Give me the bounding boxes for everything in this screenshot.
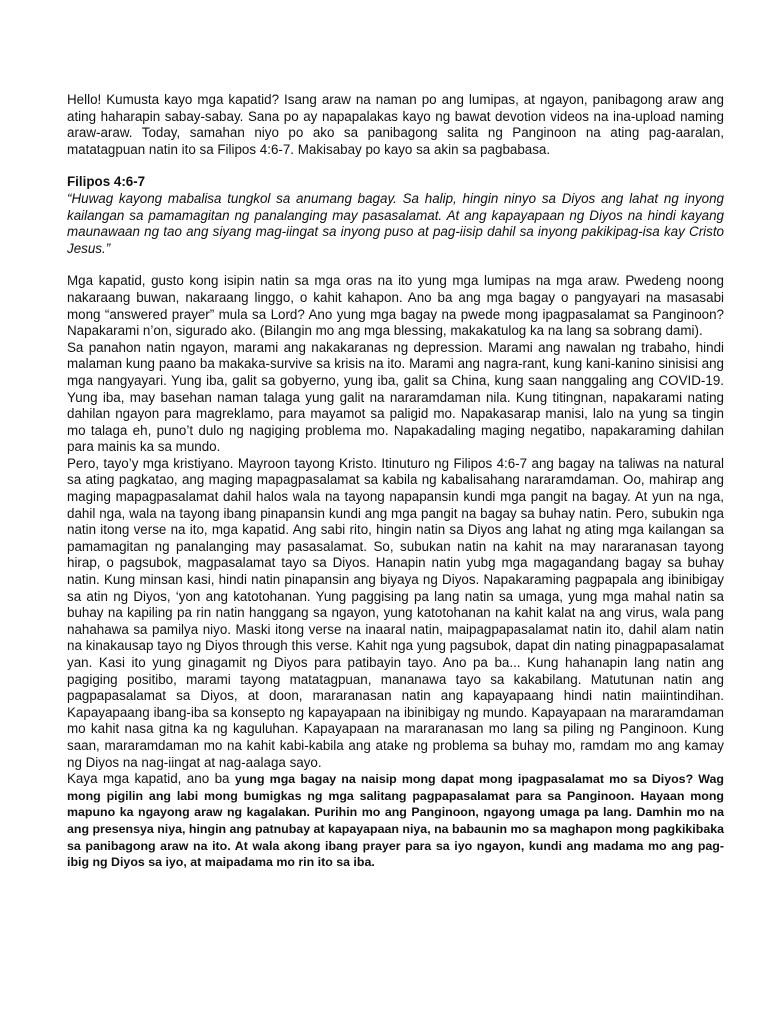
spacer xyxy=(67,158,724,174)
closing-bold-text: yung mga bagay na naisip mong dapat mong ipagpasalamat mo sa Diyos? Wag mong pigilin ang labi mong bumigkas ng mga salitang pagpapasalamat para sa Panginoon. Hayaan mong mapuno ka ngayong araw ng kagalakan. Purihin mo ang Panginoon, ngayong umaga pa lang. Damhin mo na ang presensya niya, hingin ang patnubay at kapayapaan niya, na babaunin mo sa maghapon mong pagkikibaka sa panibagong araw na ito. At wala akong ibang prayer para sa iyo ngayon, kundi ang madama mo ang pag-ibig ng Diyos sa iyo, at maipadama mo rin ito sa iba. xyxy=(67,772,724,870)
body-paragraph-1: Mga kapatid, gusto kong isipin natin sa mga oras na ito yung mga lumipas na mga araw. Pwedeng noong nakaraang buwan, nakaraang linggo, o kahit kahapon. Ano ba ang mga bagay o pangyayari na masasabi mong “answered prayer” mula sa Lord? Ano yung mga bagay na pwede mong ipagpasalamat sa Panginoon? Napakarami n’on, sigurado ako. (Bilangin mo ang mga blessing, makakatulog ka na lang sa sobrang dami). xyxy=(67,273,724,339)
intro-paragraph: Hello! Kumusta kayo mga kapatid? Isang araw na naman po ang lumipas, at ngayon, panibagong araw ang ating haharapin sabay-sabay. Sana po ay napapalakas kayo ng bawat devotion videos na ina-upload naming araw-araw. Today, samahan niyo po ako sa panibagong salita ng Panginoon na ating pag-aaralan, matatagpuan natin ito sa Filipos 4:6-7. Makisabay po kayo sa akin sa pagbabasa. xyxy=(67,92,724,157)
verse-reference: Filipos 4:6-7 xyxy=(67,174,146,190)
spacer xyxy=(67,257,724,273)
body-paragraph-3: Pero, tayo’y mga kristiyano. Mayroon tayong Kristo. Itinuturo ng Filipos 4:6-7 ang bagay na taliwas na natural sa ating pagkatao, ang maging mapagpasalamat sa kabila ng kabalisahang nararamdaman. Oo, mahirap ang maging mapagpasalamat dahil halos wala na tayong napapansin kundi mga pangit na bagay. At yun na nga, dahil nga, wala na tayong ibang pinapansin kundi ang mga pangit na bagay sa buhay natin. Pero, subukin nga natin itong verse na ito, mga kapatid. Ang sabi rito, hingin natin sa Diyos ang lahat ng ating mga kailangan sa pamamagitan ng panalanging may pasasalamat. So, subukan natin na kahit na may nararanasan tayong hirap, o pagsubok, magpasalamat tayo sa Diyos. Hanapin natin yubg mga magagandang bagay sa buhay natin. Kung minsan kasi, hindi natin pinapansin ang biyaya ng Diyos. Napakaraming pagpapala ang ibinibigay sa atin ng Diyos, ‘yon ang katotohanan. Yung paggising pa lang natin sa umaga, yung mga mahal natin sa buhay na kapiling pa rin natin hanggang sa ngayon, yung katotohanan na kahit kalat na ang virus, wala pang nahahawa sa pamilya niyo. Maski itong verse na inaaral natin, maipagpapasalamat natin ito, dahil alam natin na kinakausap tayo ng Diyos through this verse. Kahit nga yung pagsubok, dapat din nating pinagpapasalamat yan. Kasi ito yung ginagamit ng Diyos para patibayin tayo. Ano pa ba... Kung hahanapin lang natin ang pagiging positibo, marami tayong matatagpuan, mananawa tayo sa kakabilang. Matutunan natin ang pagpapasalamat sa Diyos, at doon, mararanasan natin ang kapayapaang hindi natin maiintindihan. Kapayapaang ibang-iba sa konsepto ng kapayapaan na ibinibigay ng mundo. Kapayapaan na mararamdaman mo kahit nasa gitna ka ng kaguluhan. Kapayapaan na mararanasan mo lang sa piling ng Panginoon. Kung saan, mararamdaman mo na kahit kabi-kabila ang atake ng problema sa buhay mo, ramdam mo ang kamay ng Diyos na nag-iingat at nag-aalaga sayo. xyxy=(67,455,724,770)
body-paragraph-2: Sa panahon natin ngayon, marami ang nakakaranas ng depression. Marami ang nawalan ng trabaho, hindi malaman kung paano ba makaka-survive sa krisis na ito. Marami ang nagra-rant, kung kani-kanino sinisisi ang mga nangyayari. Yung iba, galit sa gobyerno, yung iba, galit sa China, kung saan nanggaling ang COVID-19. Yung iba, may basehan naman talaga yung galit na nararamdaman nila. Kung titingnan, napakarami nating dahilan ngayon para magreklamo, para mayamot sa paligid mo. Napakasarap manisi, lalo na yung sa tingin mo talaga eh, puno’t dulo ng nagiging problema mo. Napakadaling maging negatibo, napakaraming dahilan para mainis ka sa mundo. xyxy=(67,339,724,455)
closing-paragraph xyxy=(67,771,724,871)
verse-text: “Huwag kayong mabalisa tungkol sa anumang bagay. Sa halip, hingin ninyo sa Diyos ang lahat ng inyong kailangan sa pamamagitan ng panalanging may pasasalamat. At ang kapayapaan ng Diyos na hindi kayang maunawaan ng tao ang siyang mag-iingat sa inyong puso at pag-iisip dahil sa inyong pakikipag-isa kay Cristo Jesus.” xyxy=(67,190,724,256)
closing-regular-text: Kaya mga kapatid, ano ba xyxy=(67,771,235,787)
